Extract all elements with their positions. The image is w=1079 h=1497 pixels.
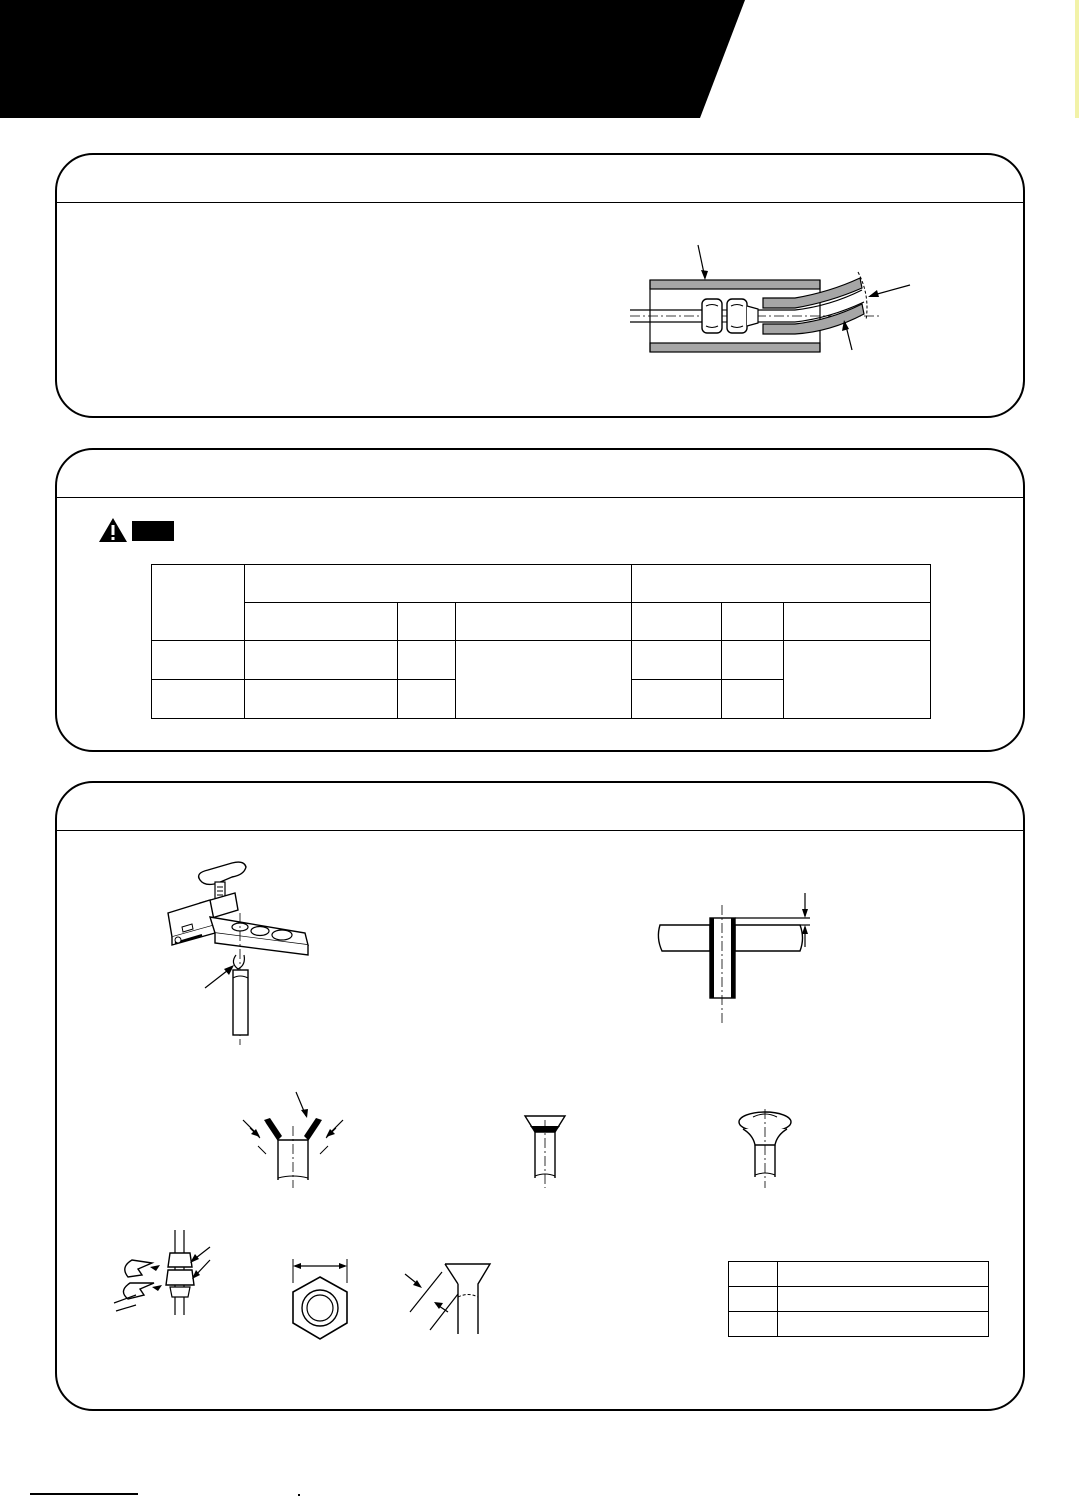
table-cell bbox=[398, 603, 456, 641]
warning-triangle-icon bbox=[98, 517, 128, 543]
spec-table bbox=[728, 1261, 989, 1337]
table-cell bbox=[722, 680, 784, 719]
table-row bbox=[152, 565, 931, 603]
table-cell bbox=[632, 603, 722, 641]
section-header-rule bbox=[57, 830, 1023, 831]
bad-flare-diagram-1 bbox=[520, 1110, 570, 1190]
table-cell bbox=[778, 1312, 989, 1337]
table-cell bbox=[632, 680, 722, 719]
table-cell bbox=[784, 603, 931, 641]
table-cell bbox=[152, 565, 245, 641]
table-row bbox=[729, 1312, 989, 1337]
warning-badge bbox=[132, 521, 174, 541]
table-row bbox=[152, 641, 931, 680]
table-row bbox=[152, 603, 931, 641]
table-cell bbox=[245, 603, 398, 641]
table-cell bbox=[152, 641, 245, 680]
table-cell bbox=[729, 1262, 778, 1287]
pipe-spec-table bbox=[151, 564, 931, 719]
table-cell bbox=[398, 680, 456, 719]
footer-dot bbox=[298, 1494, 300, 1496]
table-cell bbox=[729, 1312, 778, 1337]
table-cell bbox=[245, 565, 632, 603]
flaring-tool-diagram bbox=[160, 855, 320, 1050]
table-row bbox=[729, 1287, 989, 1312]
insulated-pipe-joint-diagram bbox=[630, 240, 920, 370]
table-cell bbox=[632, 565, 931, 603]
good-flare-diagram bbox=[238, 1090, 353, 1190]
bad-flare-diagram-2 bbox=[735, 1105, 795, 1190]
header-banner bbox=[0, 0, 745, 118]
table-cell bbox=[456, 603, 632, 641]
table-cell bbox=[398, 641, 456, 680]
table-cell bbox=[784, 641, 931, 719]
flare-nut-hex-diagram bbox=[285, 1255, 355, 1345]
table-cell bbox=[778, 1262, 989, 1287]
flare-angle-diagram bbox=[400, 1262, 495, 1337]
section-header-rule bbox=[57, 497, 1023, 498]
table-cell bbox=[632, 641, 722, 680]
table-cell bbox=[722, 641, 784, 680]
table-cell bbox=[245, 641, 398, 680]
pipe-protrusion-diagram bbox=[650, 885, 830, 1025]
table-cell bbox=[729, 1287, 778, 1312]
footer-rule bbox=[30, 1493, 138, 1495]
table-cell bbox=[722, 603, 784, 641]
page-edge-marker bbox=[1075, 0, 1079, 118]
table-cell bbox=[456, 641, 632, 719]
torque-wrench-diagram bbox=[112, 1225, 217, 1320]
table-cell bbox=[778, 1287, 989, 1312]
table-cell bbox=[152, 680, 245, 719]
table-row bbox=[729, 1262, 989, 1287]
section-header-rule bbox=[57, 202, 1023, 203]
table-cell bbox=[245, 680, 398, 719]
